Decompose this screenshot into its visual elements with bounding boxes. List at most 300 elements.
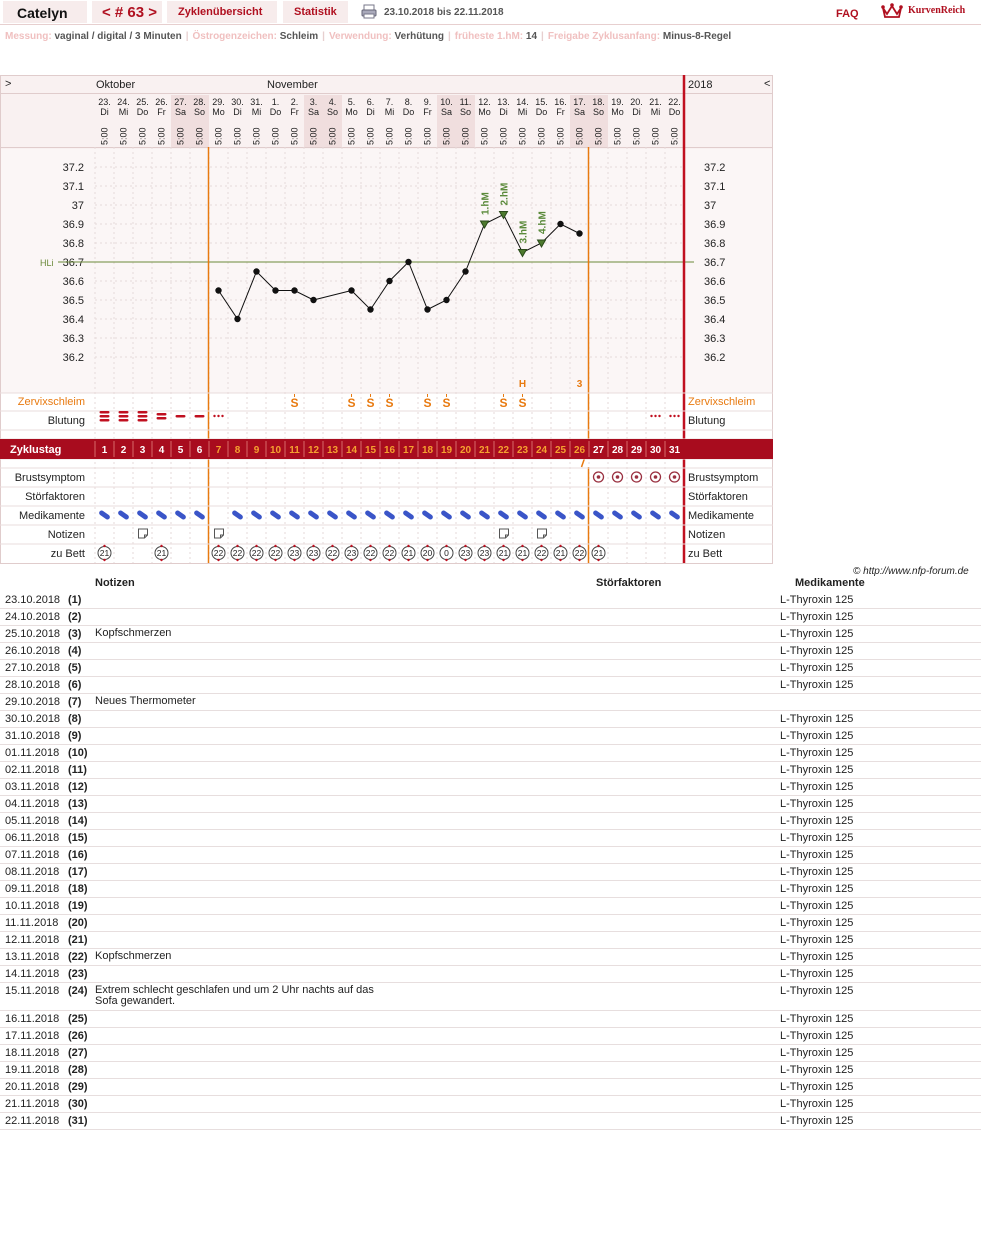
measure-time: 5:00 bbox=[232, 127, 243, 145]
measure-time: 5:00 bbox=[251, 127, 262, 145]
spotting-dot bbox=[658, 415, 660, 417]
date-range: 23.10.2018 bis 22.11.2018 bbox=[384, 7, 504, 18]
temperature-point bbox=[576, 230, 582, 236]
tab-cycle-overview[interactable] bbox=[167, 1, 277, 23]
bedtime-marker-top bbox=[521, 545, 523, 547]
bedtime-hour: 22 bbox=[270, 548, 281, 558]
cycle-day-number: 5 bbox=[177, 445, 184, 456]
day-weekday: Mo bbox=[345, 107, 358, 117]
ytick-label-left: 36.7 bbox=[62, 257, 84, 269]
day-number: 2. bbox=[290, 97, 299, 107]
cycle-nav[interactable] bbox=[92, 1, 162, 23]
row-cd: (10) bbox=[68, 747, 88, 759]
temperature-point bbox=[310, 297, 316, 303]
cycle-day-number: 8 bbox=[234, 445, 241, 456]
day-weekday: Do bbox=[668, 107, 681, 117]
evaluation-marker: 3 bbox=[576, 379, 583, 390]
row-label-notes: Notizen bbox=[47, 529, 85, 541]
temperature-point bbox=[557, 221, 563, 227]
bedtime-hour: 23 bbox=[308, 548, 319, 558]
spotting-dot bbox=[654, 415, 656, 417]
cycle-day-number: 27 bbox=[592, 445, 605, 456]
bedtime-hour: 23 bbox=[346, 548, 357, 558]
row-cd: (15) bbox=[68, 832, 88, 844]
day-weekday: Mi bbox=[517, 107, 528, 117]
day-number: 3. bbox=[309, 97, 318, 107]
measure-time: 5:00 bbox=[175, 127, 186, 145]
row-date: 13.11.2018 bbox=[5, 951, 60, 963]
table-row bbox=[0, 711, 981, 728]
row-date: 30.10.2018 bbox=[5, 713, 61, 725]
day-number: 21. bbox=[649, 97, 662, 107]
ytick-label-left: 37.1 bbox=[62, 181, 84, 193]
temperature-point bbox=[215, 287, 221, 293]
row-date: 22.11.2018 bbox=[5, 1115, 60, 1127]
bedtime-marker-bottom bbox=[388, 559, 390, 561]
cycle-number[interactable]: < # 63 > bbox=[102, 4, 158, 21]
measure-time: 5:00 bbox=[650, 127, 661, 145]
note-icon bbox=[538, 529, 547, 538]
bleeding-mark bbox=[119, 415, 129, 418]
row-cd: (16) bbox=[68, 849, 88, 861]
row-med: L-Thyroxin 125 bbox=[780, 951, 854, 963]
table-row bbox=[0, 1113, 981, 1130]
measure-time: 5:00 bbox=[156, 127, 167, 145]
ytick-label-right: 36.4 bbox=[704, 314, 726, 326]
day-number: 9. bbox=[423, 97, 432, 107]
temperature-point bbox=[348, 287, 354, 293]
table-row bbox=[0, 592, 981, 609]
info-line bbox=[5, 31, 731, 42]
measure-time: 5:00 bbox=[536, 127, 547, 145]
bedtime-marker-top bbox=[483, 545, 485, 547]
table-row bbox=[0, 813, 981, 830]
bedtime-hour: 21 bbox=[555, 548, 566, 558]
bedtime-marker-top bbox=[293, 545, 295, 547]
bedtime-marker-bottom bbox=[350, 559, 352, 561]
bleeding-mark bbox=[100, 419, 110, 422]
row-date: 24.10.2018 bbox=[5, 611, 61, 623]
row-med: L-Thyroxin 125 bbox=[780, 900, 854, 912]
row-cd: (2) bbox=[68, 611, 82, 623]
coverline-label: HLi bbox=[40, 258, 54, 268]
cycle-day-number: 14 bbox=[345, 445, 358, 456]
cycle-day-number: 26 bbox=[573, 445, 586, 456]
bedtime-hour: 23 bbox=[289, 548, 300, 558]
info-key: Verwendung: bbox=[328, 31, 392, 42]
cycle-day-number: 6 bbox=[196, 445, 203, 456]
bedtime-hour: 21 bbox=[99, 548, 110, 558]
row-med: L-Thyroxin 125 bbox=[780, 1047, 854, 1059]
bleeding-mark bbox=[138, 415, 148, 418]
tab-cycle-overview-label[interactable]: Zyklenübersicht bbox=[178, 6, 263, 18]
bedtime-hour: 22 bbox=[365, 548, 376, 558]
measure-time: 5:00 bbox=[460, 127, 471, 145]
spotting-dot bbox=[213, 415, 215, 417]
table-row bbox=[0, 915, 981, 932]
bedtime-marker-bottom bbox=[293, 559, 295, 561]
bleeding-mark bbox=[157, 417, 167, 420]
row-med: L-Thyroxin 125 bbox=[780, 594, 854, 606]
ytick-label-right: 36.6 bbox=[704, 276, 726, 288]
day-number: 5. bbox=[347, 97, 356, 107]
day-number: 14. bbox=[516, 97, 529, 107]
faq-link[interactable]: FAQ bbox=[836, 8, 859, 20]
row-med: L-Thyroxin 125 bbox=[780, 883, 854, 895]
user-name-box bbox=[3, 1, 87, 23]
row-med: L-Thyroxin 125 bbox=[780, 968, 854, 980]
table-row bbox=[0, 796, 981, 813]
day-number: 31. bbox=[250, 97, 263, 107]
row-cd: (1) bbox=[68, 594, 82, 606]
day-number: 24. bbox=[117, 97, 130, 107]
row-label-bed: zu Bett bbox=[50, 548, 85, 560]
cycle-day-number: 29 bbox=[630, 445, 643, 456]
row-date: 23.10.2018 bbox=[5, 594, 61, 606]
cycle-day-number: 25 bbox=[554, 445, 567, 456]
table-row bbox=[0, 762, 981, 779]
day-number: 23. bbox=[98, 97, 111, 107]
measure-time: 5:00 bbox=[137, 127, 148, 145]
measure-time: 5:00 bbox=[118, 127, 129, 145]
cycle-day-number: 22 bbox=[497, 445, 510, 456]
ytick-label-left: 36.8 bbox=[62, 238, 84, 250]
cycle-day-number: 31 bbox=[668, 445, 681, 456]
cycle-day-number: 11 bbox=[289, 445, 300, 456]
row-note: Extrem schlecht geschlafen und um 2 Uhr nachts auf das Sofa gewandert. bbox=[95, 984, 374, 1007]
bedtime-hour: 22 bbox=[232, 548, 243, 558]
row-med: L-Thyroxin 125 bbox=[780, 713, 854, 725]
bleeding-mark bbox=[176, 415, 186, 418]
row-med: L-Thyroxin 125 bbox=[780, 815, 854, 827]
row-med: L-Thyroxin 125 bbox=[780, 798, 854, 810]
temperature-point bbox=[424, 306, 430, 312]
evaluation-marker: H bbox=[518, 379, 527, 390]
bleeding-mark bbox=[157, 413, 167, 416]
row-cd: (21) bbox=[68, 934, 88, 946]
day-number: 19. bbox=[611, 97, 624, 107]
spotting-dot bbox=[221, 415, 223, 417]
cycle-day-number: 15 bbox=[364, 445, 377, 456]
table-row bbox=[0, 609, 981, 626]
table-row bbox=[0, 847, 981, 864]
ytick-label-left: 37.2 bbox=[62, 162, 84, 174]
spotting-dot bbox=[669, 415, 671, 417]
row-cd: (27) bbox=[68, 1047, 88, 1059]
row-note: Kopfschmerzen bbox=[95, 627, 172, 639]
ytick-label-right: 37 bbox=[704, 200, 717, 212]
bedtime-marker-top bbox=[255, 545, 257, 547]
row-cd: (6) bbox=[68, 679, 82, 691]
measure-time: 5:00 bbox=[403, 127, 414, 145]
row-med: L-Thyroxin 125 bbox=[780, 1013, 854, 1025]
meds-header: Medikamente bbox=[795, 577, 865, 589]
measure-time: 5:00 bbox=[327, 127, 338, 145]
bedtime-marker-bottom bbox=[312, 559, 314, 561]
row-cd: (29) bbox=[68, 1081, 88, 1093]
row-med: L-Thyroxin 125 bbox=[780, 628, 854, 640]
row-label-meds-right: Medikamente bbox=[688, 510, 755, 522]
cervix-symbol: S bbox=[423, 396, 432, 410]
row-date: 14.11.2018 bbox=[5, 968, 60, 980]
measure-time: 5:00 bbox=[289, 127, 300, 145]
bedtime-marker-top bbox=[502, 545, 504, 547]
bedtime-marker-top bbox=[160, 545, 162, 547]
breast-symptom-dot bbox=[597, 475, 601, 479]
info-separator: | bbox=[185, 31, 189, 42]
temperature-point bbox=[253, 268, 259, 274]
row-med: L-Thyroxin 125 bbox=[780, 730, 854, 742]
ytick-label-right: 37.1 bbox=[704, 181, 726, 193]
day-weekday: Mi bbox=[251, 107, 262, 117]
row-date: 17.11.2018 bbox=[5, 1030, 60, 1042]
bedtime-hour: 22 bbox=[327, 548, 338, 558]
cycle-day-number: 1 bbox=[101, 445, 108, 456]
info-value: Verhütung bbox=[394, 31, 444, 42]
cycle-day-number: 4 bbox=[158, 445, 165, 456]
row-med: L-Thyroxin 125 bbox=[780, 985, 854, 997]
high-measurement-label: 3.hM bbox=[518, 220, 530, 244]
row-med: L-Thyroxin 125 bbox=[780, 1115, 854, 1127]
day-weekday: Di bbox=[233, 107, 242, 117]
row-med: L-Thyroxin 125 bbox=[780, 662, 854, 674]
row-cd: (25) bbox=[68, 1013, 88, 1025]
table-row bbox=[0, 660, 981, 677]
measure-time: 5:00 bbox=[384, 127, 395, 145]
bedtime-marker-bottom bbox=[255, 559, 257, 561]
table-row bbox=[0, 1011, 981, 1028]
row-note: Kopfschmerzen bbox=[95, 950, 172, 962]
bedtime-hour: 22 bbox=[384, 548, 395, 558]
cycle-day-number: 7 bbox=[215, 445, 222, 456]
ytick-label-right: 36.3 bbox=[704, 333, 726, 345]
day-weekday: Sa bbox=[307, 107, 320, 117]
ytick-label-right: 36.9 bbox=[704, 219, 726, 231]
bedtime-marker-top bbox=[597, 545, 599, 547]
row-cd: (17) bbox=[68, 866, 88, 878]
row-med: L-Thyroxin 125 bbox=[780, 1098, 854, 1110]
spotting-dot bbox=[650, 415, 652, 417]
row-date: 09.11.2018 bbox=[5, 883, 60, 895]
bedtime-marker-top bbox=[464, 545, 466, 547]
bedtime-marker-bottom bbox=[274, 559, 276, 561]
month-label: Oktober bbox=[96, 79, 136, 91]
row-label-notes-right: Notizen bbox=[688, 529, 726, 541]
bedtime-marker-bottom bbox=[578, 559, 580, 561]
notes-header: Notizen bbox=[95, 577, 135, 589]
ytick-label-right: 37.2 bbox=[704, 162, 726, 174]
day-weekday: So bbox=[459, 107, 472, 117]
cycle-chart bbox=[0, 75, 775, 565]
row-label-breast-right: Brustsymptom bbox=[688, 472, 759, 484]
row-date: 11.11.2018 bbox=[5, 917, 59, 929]
cervix-symbol: S bbox=[442, 396, 451, 410]
cycle-day-number: 12 bbox=[307, 445, 320, 456]
table-row bbox=[0, 745, 981, 762]
row-med: L-Thyroxin 125 bbox=[780, 917, 854, 929]
row-date: 15.11.2018 bbox=[5, 985, 60, 997]
bedtime-marker-top bbox=[274, 545, 276, 547]
day-number: 8. bbox=[404, 97, 413, 107]
measure-time: 5:00 bbox=[574, 127, 585, 145]
row-label-cervix: Zervixschleim bbox=[17, 396, 85, 408]
bedtime-marker-top bbox=[559, 545, 561, 547]
day-weekday: Sa bbox=[440, 107, 453, 117]
info-separator: | bbox=[447, 31, 451, 42]
cycle-day-number: 2 bbox=[120, 445, 127, 456]
day-number: 7. bbox=[385, 97, 394, 107]
row-med: L-Thyroxin 125 bbox=[780, 1081, 854, 1093]
tab-statistics[interactable] bbox=[283, 1, 348, 23]
measure-time: 5:00 bbox=[612, 127, 623, 145]
row-label-bleeding-right: Blutung bbox=[688, 415, 726, 427]
table-row bbox=[0, 983, 981, 1011]
row-cd: (19) bbox=[68, 900, 88, 912]
table-row bbox=[0, 898, 981, 915]
row-date: 10.11.2018 bbox=[5, 900, 60, 912]
bedtime-hour: 21 bbox=[156, 548, 167, 558]
row-cd: (8) bbox=[68, 713, 82, 725]
bleeding-mark bbox=[100, 411, 110, 414]
temperature-point bbox=[234, 316, 240, 322]
bedtime-marker-bottom bbox=[445, 559, 447, 561]
row-med: L-Thyroxin 125 bbox=[780, 1030, 854, 1042]
info-key: früheste 1.hM: bbox=[454, 31, 524, 42]
table-row bbox=[0, 1096, 981, 1113]
ytick-label-left: 36.5 bbox=[62, 295, 84, 307]
cycle-day-number: 21 bbox=[478, 445, 491, 456]
row-cd: (22) bbox=[68, 951, 88, 963]
day-weekday: Di bbox=[499, 107, 508, 117]
bedtime-hour: 23 bbox=[479, 548, 490, 558]
row-cd: (5) bbox=[68, 662, 82, 674]
row-date: 28.10.2018 bbox=[5, 679, 61, 691]
tab-statistics-label[interactable]: Statistik bbox=[294, 6, 337, 18]
row-cd: (9) bbox=[68, 730, 82, 742]
cervix-symbol: S bbox=[366, 396, 375, 410]
bedtime-marker-bottom bbox=[331, 559, 333, 561]
day-weekday: Mi bbox=[384, 107, 395, 117]
day-number: 15. bbox=[535, 97, 548, 107]
copyright: © http://www.nfp-forum.de bbox=[853, 566, 969, 577]
row-cd: (13) bbox=[68, 798, 88, 810]
row-date: 07.11.2018 bbox=[5, 849, 60, 861]
row-date: 27.10.2018 bbox=[5, 662, 61, 674]
bedtime-hour: 22 bbox=[536, 548, 547, 558]
ytick-label-right: 36.2 bbox=[704, 352, 726, 364]
day-number: 6. bbox=[366, 97, 375, 107]
row-date: 05.11.2018 bbox=[5, 815, 60, 827]
row-label-bleeding: Blutung bbox=[47, 415, 85, 427]
table-row bbox=[0, 949, 981, 966]
table-row bbox=[0, 677, 981, 694]
bedtime-marker-top bbox=[312, 545, 314, 547]
info-value: Minus-8-Regel bbox=[662, 31, 732, 42]
row-date: 20.11.2018 bbox=[5, 1081, 60, 1093]
row-date: 31.10.2018 bbox=[5, 730, 61, 742]
bedtime-marker-bottom bbox=[540, 559, 542, 561]
day-weekday: Fr bbox=[157, 107, 166, 117]
day-weekday: Sa bbox=[174, 107, 187, 117]
measure-time: 5:00 bbox=[308, 127, 319, 145]
day-number: 22. bbox=[668, 97, 681, 107]
row-cd: (30) bbox=[68, 1098, 88, 1110]
bedtime-hour: 21 bbox=[403, 548, 414, 558]
ytick-label-left: 36.4 bbox=[62, 314, 84, 326]
bedtime-marker-top bbox=[331, 545, 333, 547]
bedtime-hour: 21 bbox=[593, 548, 604, 558]
bedtime-marker-bottom bbox=[464, 559, 466, 561]
bedtime-marker-bottom bbox=[483, 559, 485, 561]
bedtime-marker-bottom bbox=[103, 559, 105, 561]
measure-time: 5:00 bbox=[99, 127, 110, 145]
cervix-symbol: S bbox=[499, 396, 508, 410]
info-separator: | bbox=[541, 31, 544, 42]
bleeding-mark bbox=[100, 415, 110, 418]
cycle-day-label: Zyklustag bbox=[10, 444, 62, 456]
row-med: L-Thyroxin 125 bbox=[780, 679, 854, 691]
bedtime-hour: 21 bbox=[498, 548, 509, 558]
table-row bbox=[0, 932, 981, 949]
row-date: 01.11.2018 bbox=[5, 747, 60, 759]
breast-symptom-dot bbox=[654, 475, 658, 479]
table-row bbox=[0, 1062, 981, 1079]
day-weekday: Fr bbox=[290, 107, 299, 117]
ytick-label-right: 36.8 bbox=[704, 238, 726, 250]
ytick-label-left: 36.9 bbox=[62, 219, 84, 231]
cycle-day-number: 28 bbox=[611, 445, 624, 456]
measure-time: 5:00 bbox=[517, 127, 528, 145]
temperature-point bbox=[272, 287, 278, 293]
row-cd: (28) bbox=[68, 1064, 88, 1076]
table-row bbox=[0, 779, 981, 796]
day-number: 29. bbox=[212, 97, 225, 107]
info-value: vaginal / digital / 3 Minuten bbox=[54, 31, 182, 42]
ytick-label-left: 36.2 bbox=[62, 352, 84, 364]
row-med: L-Thyroxin 125 bbox=[780, 747, 854, 759]
row-date: 12.11.2018 bbox=[5, 934, 60, 946]
info-key: Messung: bbox=[5, 31, 52, 42]
row-cd: (18) bbox=[68, 883, 88, 895]
info-key: Östrogenzeichen: bbox=[192, 31, 277, 42]
bedtime-hour: 22 bbox=[213, 548, 224, 558]
cycle-day-number: 10 bbox=[269, 445, 282, 456]
day-weekday: Mo bbox=[611, 107, 624, 117]
table-row bbox=[0, 728, 981, 745]
measure-time: 5:00 bbox=[593, 127, 604, 145]
row-cd: (26) bbox=[68, 1030, 88, 1042]
row-cd: (31) bbox=[68, 1115, 88, 1127]
row-date: 04.11.2018 bbox=[5, 798, 60, 810]
row-date: 25.10.2018 bbox=[5, 628, 61, 640]
day-weekday: Mi bbox=[118, 107, 129, 117]
bleeding-mark bbox=[195, 415, 205, 418]
row-med: L-Thyroxin 125 bbox=[780, 866, 854, 878]
table-row bbox=[0, 864, 981, 881]
cycle-day-number: 16 bbox=[383, 445, 396, 456]
bedtime-marker-top bbox=[236, 545, 238, 547]
row-date: 18.11.2018 bbox=[5, 1047, 60, 1059]
bleeding-mark bbox=[138, 411, 148, 414]
nav-prev-arrow: > bbox=[5, 78, 12, 90]
bedtime-marker-bottom bbox=[369, 559, 371, 561]
cycle-day-number: 18 bbox=[421, 445, 434, 456]
table-row bbox=[0, 1028, 981, 1045]
bedtime-marker-bottom bbox=[521, 559, 523, 561]
printer-icon[interactable] bbox=[361, 4, 377, 19]
day-weekday: Fr bbox=[556, 107, 565, 117]
top-header bbox=[0, 0, 981, 24]
